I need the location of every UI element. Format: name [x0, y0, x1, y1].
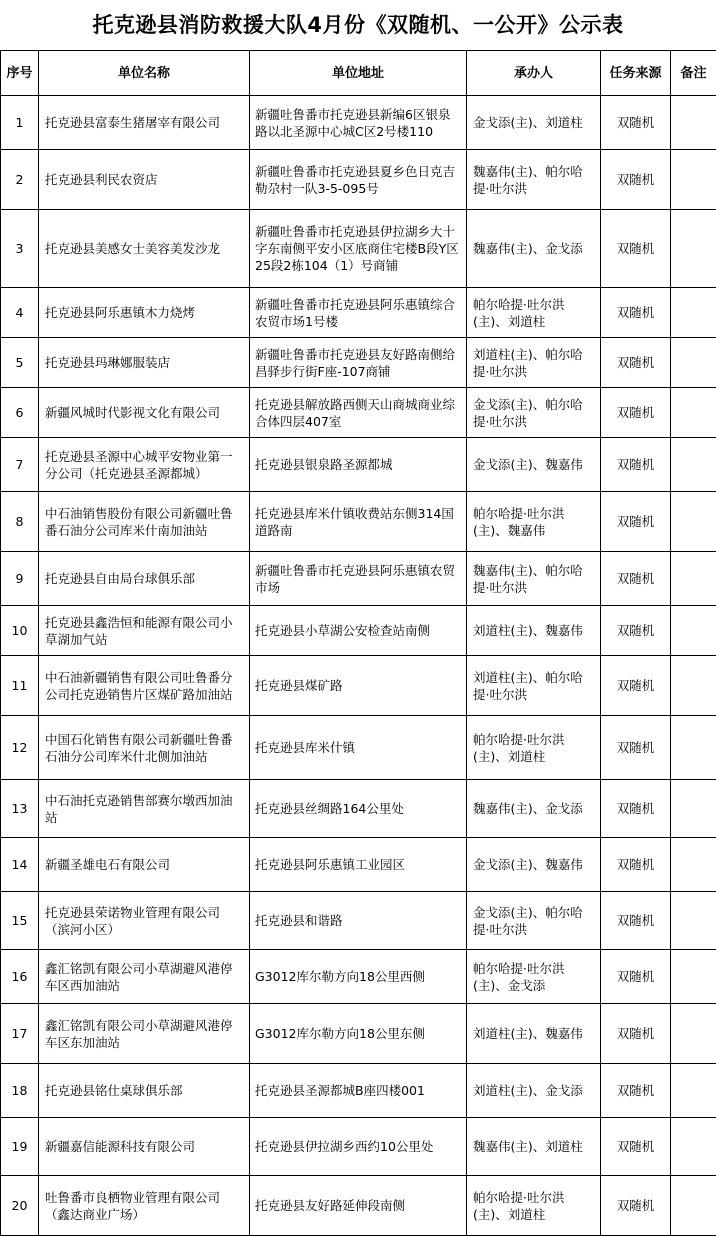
row-remark: [671, 96, 716, 150]
row-index: 16: [1, 950, 39, 1004]
row-task-source: 双随机: [601, 96, 671, 150]
table-row: [1, 716, 716, 780]
row-contractor: 帕尔哈提·吐尔洪(主)、刘道柱: [467, 288, 601, 338]
row-unit-name: 托克逊县自由局台球俱乐部: [39, 552, 250, 606]
row-unit-name: 新疆风城时代影视文化有限公司: [39, 388, 250, 438]
row-unit-name: 中国石化销售有限公司新疆吐鲁番石油分公司库米什北侧加油站: [39, 716, 250, 780]
header-source: 任务来源: [601, 51, 671, 96]
table-row: [1, 210, 716, 288]
row-unit-address: 托克逊县小草湖公安检查站南侧: [250, 606, 467, 656]
table-row: [1, 1064, 716, 1118]
row-task-source: 双随机: [601, 950, 671, 1004]
table-row: [1, 1118, 716, 1176]
inspection-table: [0, 50, 716, 1236]
row-remark: [671, 210, 716, 288]
row-unit-address: 托克逊县煤矿路: [250, 656, 467, 716]
row-unit-address: 托克逊县伊拉湖乡西约10公里处: [250, 1118, 467, 1176]
row-contractor: 金戈添(主)、帕尔哈提·吐尔洪: [467, 388, 601, 438]
row-unit-address: G3012库尔勒方向18公里西侧: [250, 950, 467, 1004]
header-address: 单位地址: [250, 51, 467, 96]
row-unit-name: 新疆嘉信能源科技有限公司: [39, 1118, 250, 1176]
row-contractor: 魏嘉伟(主)、帕尔哈提·吐尔洪: [467, 150, 601, 210]
row-unit-name: 中石油销售股份有限公司新疆吐鲁番石油分公司库米什南加油站: [39, 492, 250, 552]
row-unit-name: 托克逊县阿乐惠镇木力烧烤: [39, 288, 250, 338]
row-unit-address: 新疆吐鲁番市托克逊县友好路南侧给昌驿步行街F座-107商铺: [250, 338, 467, 388]
table-row: [1, 338, 716, 388]
table-row: [1, 150, 716, 210]
row-unit-address: 新疆吐鲁番市托克逊县伊拉湖乡大十字东南侧平安小区底商住宅楼B段Y区25段2栋104（1）号商铺: [250, 210, 467, 288]
row-contractor: 魏嘉伟(主)、金戈添: [467, 780, 601, 838]
row-unit-name: 鑫汇铭凯有限公司小草湖避风港停车区西加油站: [39, 950, 250, 1004]
row-task-source: 双随机: [601, 438, 671, 492]
row-unit-name: 中石油新疆销售有限公司吐鲁番分公司托克逊销售片区煤矿路加油站: [39, 656, 250, 716]
row-index: 9: [1, 552, 39, 606]
row-remark: [671, 1118, 716, 1176]
row-contractor: 刘道柱(主)、帕尔哈提·吐尔洪: [467, 656, 601, 716]
row-contractor: 金戈添(主)、魏嘉伟: [467, 438, 601, 492]
row-unit-address: 托克逊县阿乐惠镇工业园区: [250, 838, 467, 892]
row-unit-name: 中石油托克逊销售部赛尔墩西加油站: [39, 780, 250, 838]
row-contractor: 刘道柱(主)、帕尔哈提·吐尔洪: [467, 338, 601, 388]
row-contractor: 金戈添(主)、刘道柱: [467, 96, 601, 150]
row-unit-address: 新疆吐鲁番市托克逊县新编6区银泉路以北圣源中心城C区2号楼110: [250, 96, 467, 150]
row-unit-name: 托克逊县玛琳娜服装店: [39, 338, 250, 388]
row-unit-name: 托克逊县荣诺物业管理有限公司（滨河小区）: [39, 892, 250, 950]
row-remark: [671, 838, 716, 892]
row-unit-name: 托克逊县美感女士美容美发沙龙: [39, 210, 250, 288]
row-contractor: 帕尔哈提·吐尔洪(主)、金戈添: [467, 950, 601, 1004]
row-index: 12: [1, 716, 39, 780]
row-index: 11: [1, 656, 39, 716]
row-index: 14: [1, 838, 39, 892]
row-contractor: 刘道柱(主)、魏嘉伟: [467, 606, 601, 656]
row-index: 20: [1, 1176, 39, 1236]
row-unit-address: 新疆吐鲁番市托克逊县阿乐惠镇农贸市场: [250, 552, 467, 606]
row-contractor: 帕尔哈提·吐尔洪(主)、魏嘉伟: [467, 492, 601, 552]
header-index: 序号: [1, 51, 39, 96]
row-index: 6: [1, 388, 39, 438]
table-row: [1, 552, 716, 606]
row-contractor: 魏嘉伟(主)、金戈添: [467, 210, 601, 288]
row-task-source: 双随机: [601, 606, 671, 656]
row-index: 13: [1, 780, 39, 838]
row-remark: [671, 1064, 716, 1118]
row-unit-address: 托克逊县圣源都城B座四楼001: [250, 1064, 467, 1118]
table-row: [1, 96, 716, 150]
row-contractor: 金戈添(主)、魏嘉伟: [467, 838, 601, 892]
header-name: 单位名称: [39, 51, 250, 96]
row-remark: [671, 338, 716, 388]
row-index: 4: [1, 288, 39, 338]
table-row: [1, 288, 716, 338]
row-task-source: 双随机: [601, 1176, 671, 1236]
row-index: 15: [1, 892, 39, 950]
row-remark: [671, 892, 716, 950]
row-index: 1: [1, 96, 39, 150]
row-contractor: 魏嘉伟(主)、刘道柱: [467, 1118, 601, 1176]
row-index: 18: [1, 1064, 39, 1118]
row-unit-name: 托克逊县鑫浩恒和能源有限公司小草湖加气站: [39, 606, 250, 656]
page-title: 托克逊县消防救援大队4月份《双随机、一公开》公示表: [0, 0, 716, 50]
row-index: 5: [1, 338, 39, 388]
row-task-source: 双随机: [601, 338, 671, 388]
row-unit-address: 托克逊县丝绸路164公里处: [250, 780, 467, 838]
table-row: [1, 388, 716, 438]
row-unit-name: 新疆圣雄电石有限公司: [39, 838, 250, 892]
row-remark: [671, 716, 716, 780]
row-remark: [671, 950, 716, 1004]
table-row: [1, 1176, 716, 1236]
row-task-source: 双随机: [601, 892, 671, 950]
table-row: [1, 606, 716, 656]
row-unit-address: 托克逊县库米什镇: [250, 716, 467, 780]
row-task-source: 双随机: [601, 288, 671, 338]
row-remark: [671, 388, 716, 438]
row-task-source: 双随机: [601, 552, 671, 606]
table-row: [1, 438, 716, 492]
table-row: [1, 492, 716, 552]
row-remark: [671, 552, 716, 606]
row-contractor: 帕尔哈提·吐尔洪(主)、刘道柱: [467, 716, 601, 780]
row-unit-name: 托克逊县富泰生猪屠宰有限公司: [39, 96, 250, 150]
row-contractor: 帕尔哈提·吐尔洪(主)、刘道柱: [467, 1176, 601, 1236]
row-task-source: 双随机: [601, 210, 671, 288]
row-unit-address: 新疆吐鲁番市托克逊县阿乐惠镇综合农贸市场1号楼: [250, 288, 467, 338]
row-task-source: 双随机: [601, 388, 671, 438]
row-index: 2: [1, 150, 39, 210]
table-row: [1, 892, 716, 950]
row-unit-name: 托克逊县铭仕桌球俱乐部: [39, 1064, 250, 1118]
row-index: 8: [1, 492, 39, 552]
header-remark: 备注: [671, 51, 716, 96]
table-row: [1, 1004, 716, 1064]
row-remark: [671, 438, 716, 492]
row-task-source: 双随机: [601, 1118, 671, 1176]
row-task-source: 双随机: [601, 492, 671, 552]
row-unit-address: G3012库尔勒方向18公里东侧: [250, 1004, 467, 1064]
row-index: 19: [1, 1118, 39, 1176]
table-row: [1, 780, 716, 838]
row-index: 3: [1, 210, 39, 288]
table-row: [1, 838, 716, 892]
row-remark: [671, 606, 716, 656]
row-contractor: 刘道柱(主)、金戈添: [467, 1064, 601, 1118]
row-contractor: 刘道柱(主)、魏嘉伟: [467, 1004, 601, 1064]
row-unit-address: 托克逊县银泉路圣源都城: [250, 438, 467, 492]
row-unit-address: 托克逊县库米什镇收费站东侧314国道路南: [250, 492, 467, 552]
table-row: [1, 656, 716, 716]
row-unit-address: 托克逊县解放路西侧天山商城商业综合体四层407室: [250, 388, 467, 438]
row-task-source: 双随机: [601, 150, 671, 210]
row-unit-name: 鑫汇铭凯有限公司小草湖避风港停车区东加油站: [39, 1004, 250, 1064]
row-unit-name: 吐鲁番市良栖物业管理有限公司（鑫达商业广场）: [39, 1176, 250, 1236]
table-row: [1, 950, 716, 1004]
row-task-source: 双随机: [601, 1004, 671, 1064]
row-contractor: 魏嘉伟(主)、帕尔哈提·吐尔洪: [467, 552, 601, 606]
row-index: 10: [1, 606, 39, 656]
row-unit-name: 托克逊县利民农资店: [39, 150, 250, 210]
row-unit-address: 托克逊县友好路延伸段南侧: [250, 1176, 467, 1236]
row-task-source: 双随机: [601, 656, 671, 716]
row-task-source: 双随机: [601, 716, 671, 780]
row-remark: [671, 492, 716, 552]
row-unit-address: 新疆吐鲁番市托克逊县夏乡色日克吉勒尕村一队3-5-095号: [250, 150, 467, 210]
row-task-source: 双随机: [601, 1064, 671, 1118]
header-contractor: 承办人: [467, 51, 601, 96]
row-contractor: 金戈添(主)、帕尔哈提·吐尔洪: [467, 892, 601, 950]
row-remark: [671, 288, 716, 338]
row-remark: [671, 780, 716, 838]
row-task-source: 双随机: [601, 780, 671, 838]
row-remark: [671, 656, 716, 716]
header-row: [1, 51, 716, 96]
row-remark: [671, 150, 716, 210]
row-unit-address: 托克逊县和谐路: [250, 892, 467, 950]
row-index: 7: [1, 438, 39, 492]
row-unit-name: 托克逊县圣源中心城平安物业第一分公司（托克逊县圣源都城）: [39, 438, 250, 492]
row-index: 17: [1, 1004, 39, 1064]
row-remark: [671, 1004, 716, 1064]
row-task-source: 双随机: [601, 838, 671, 892]
row-remark: [671, 1176, 716, 1236]
